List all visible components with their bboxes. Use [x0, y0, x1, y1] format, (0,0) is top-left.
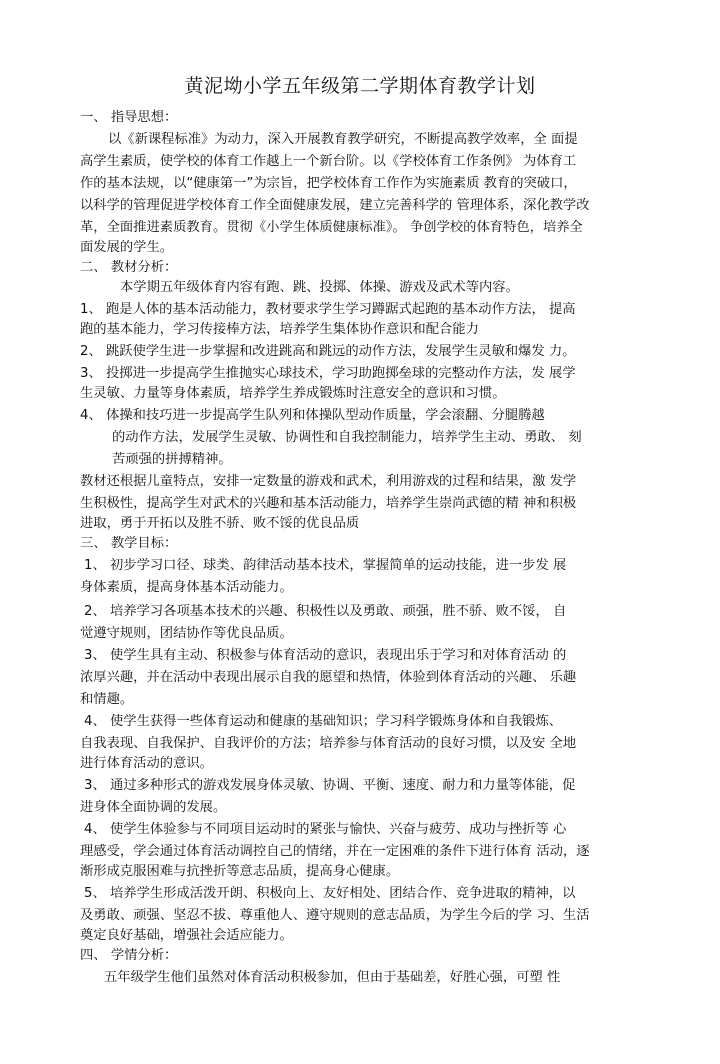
text-line: 作的基本法规，以“健康第一”为宗旨，把学校体育工作作为实施素质 教育的突破口，: [80, 176, 577, 191]
text-line: 跑的基本能力，学习传接棒方法，培养学生集体协作意识和配合能力: [80, 322, 479, 337]
text-line: 生积极性，提高学生对武术的兴趣和基本活动能力，培养学生崇尚武德的精 神和积极: [80, 496, 577, 511]
text-line: 身体素质，提高身体基本活动能力。: [80, 580, 293, 595]
text-line: 苦顽强的拼搏精神。: [112, 452, 232, 467]
text-line: 革，全面推进素质教育。贯彻《小学生体质健康标准》。 争创学校的体育特色，培养全: [80, 220, 583, 235]
text-line: 以《新课程标准》为动力，深入开展教育教学研究，不断提高教学效率，全 面提: [108, 132, 578, 147]
text-line: 本学期五年级体育内容有跑、跳、投掷、体操、游戏及武术等内容。: [120, 280, 519, 295]
text-line: 4、 使学生获得一些体育运动和健康的基础知识；学习科学锻炼身体和自我锻炼、: [84, 714, 563, 729]
text-line: 2、 培养学习各项基本技术的兴趣、积极性以及勇敢、顽强，胜不骄、败不馁， 自: [84, 604, 567, 619]
text-line: 自我表现、自我保护、自我评价的方法；培养参与体育活动的良好习惯，以及安 全地: [80, 736, 577, 751]
text-line: 3、 通过多种形式的游戏发展身体灵敏、协调、平衡、速度、耐力和力量等体能，促: [84, 778, 576, 793]
heading-student-analysis: 四、 学情分析：: [80, 948, 178, 963]
text-line: 觉遵守规则，团结协作等优良品质。: [80, 626, 293, 641]
text-line: 进取，勇于开拓以及胜不骄、败不馁的优良品质: [80, 516, 360, 531]
text-line: 5、 培养学生形成活泼开朗、积极向上、友好相处、团结合作、竞争进取的精神，以: [84, 886, 576, 901]
text-line: 4、 使学生体验参与不同项目运动时的紧张与愉快、兴奋与疲劳、成功与挫折等 心: [84, 822, 567, 837]
text-line: 理感受，学会通过体育活动调控自己的情绪，并在一定困难的条件下进行体育 活动，逐: [80, 844, 590, 859]
text-line: 进行体育活动的意识。: [80, 756, 213, 771]
text-line: 高学生素质，使学校的体育工作越上一个新台阶。以《学校体育工作条例》 为体育工: [80, 154, 577, 169]
heading-guiding-ideology: 一、 指导思想：: [80, 110, 178, 125]
text-line: 3、 投掷进一步提高学生推抛实心球技术，学习助跑掷垒球的完整动作方法，发 展学: [80, 366, 576, 381]
text-line: 浓厚兴趣，并在活动中表现出展示自我的愿望和热情，体验到体育活动的兴趣、 乐趣: [80, 670, 577, 685]
text-line: 渐形成克服困难与抗挫折等意志品质，提高身心健康。: [80, 864, 400, 879]
text-line: 以科学的管理促进学校体育工作全面健康发展，建立完善科学的 管理体系，深化教学改: [80, 198, 590, 213]
text-line: 五年级学生他们虽然对体育活动积极参加，但由于基础差，好胜心强，可塑 性: [104, 970, 561, 985]
text-line: 1、 跑是人体的基本活动能力，教材要求学生学习蹲踞式起跑的基本动作方法， 提高: [80, 302, 576, 317]
text-line: 1、 初步学习口径、球类、韵律活动基本技术，掌握简单的运动技能，进一步发 展: [84, 558, 567, 573]
text-line: 2、 跳跃使学生进一步掌握和改进跳高和跳远的动作方法，发展学生灵敏和爆发 力。: [80, 344, 576, 359]
text-line: 及勇敢、顽强、坚忍不拔、尊重他人、遵守规则的意志品质，为学生今后的学 习、生活: [80, 908, 590, 923]
text-line: 进身体全面协调的发展。: [80, 800, 227, 815]
text-line: 面发展的学生。: [80, 240, 174, 255]
text-line: 奠定良好基础，增强社会适应能力。: [80, 928, 293, 943]
text-line: 教材还根据儿童特点，安排一定数量的游戏和武术，利用游戏的过程和结果，激 发学: [80, 474, 577, 489]
text-line: 和情趣。: [80, 692, 134, 707]
heading-material-analysis: 二、 教材分析：: [80, 260, 178, 275]
text-line: 生灵敏、力量等身体素质，培养学生养成锻炼时注意安全的意识和习惯。: [80, 386, 506, 401]
heading-teaching-goals: 三、 教学目标：: [80, 536, 178, 551]
text-line: 的动作方法，发展学生灵敏、协调性和自我控制能力，培养学生主动、勇敢、 刻: [112, 430, 582, 445]
text-line: 3、 使学生具有主动、积极参与体育活动的意识，表现出乐于学习和对体育活动 的: [84, 648, 567, 663]
text-line: 4、 体操和技巧进一步提高学生队列和体操队型动作质量，学会滚翻、分腿腾越: [80, 408, 545, 423]
document-title: 黄泥坳小学五年级第二学期体育教学计划: [184, 75, 536, 97]
